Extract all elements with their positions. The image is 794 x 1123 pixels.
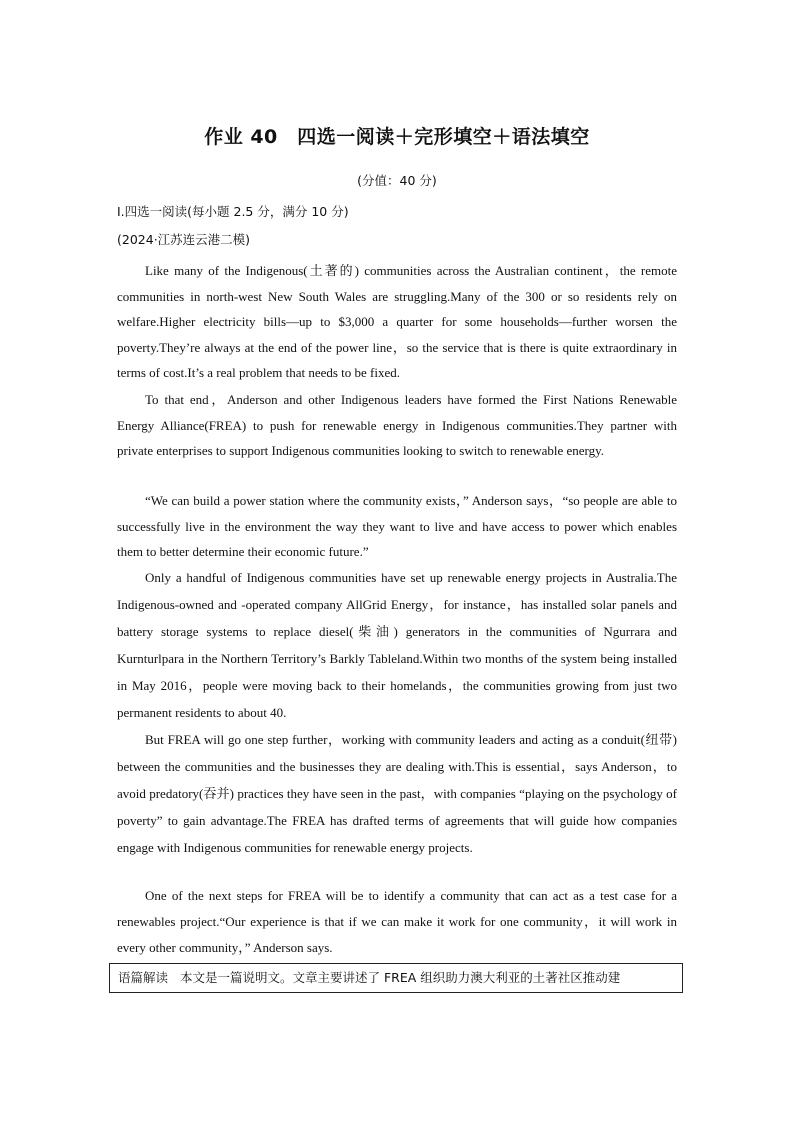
passage-paragraph-2: To that end，Anderson and other Indigenous leaders have formed the First Nations Renewable Energy Alliance(FREA) to push for renewable energy in Indigenous communities.They partner with private enterprises to support Indigenous communities looking to switch to renewable energy.: [117, 392, 677, 458]
passage-paragraph-3: “We can build a power station where the community exists，” Anderson says，“so people are able to successfully live in the environment the way they want to live and have access to power which enables them to better determine their economic future.”: [117, 493, 677, 559]
score-note: (分值：40 分): [357, 173, 437, 188]
section-heading: Ⅰ.四选一阅读(每小题 2.5 分，满分 10 分): [117, 204, 349, 219]
analysis-label: 语篇解读: [118, 970, 169, 985]
page-title: 作业 40 四选一阅读＋完形填空＋语法填空: [204, 126, 590, 148]
passage-paragraph-6: One of the next steps for FREA will be to identify a community that can act as a test case for a renewables project.“Our experience is that if we can make it work for one community，it will work in every other community，” Anderson says.: [117, 888, 677, 955]
analysis-box: [109, 963, 683, 993]
source-note: (2024·江苏连云港二模): [117, 232, 251, 247]
passage-paragraph-1: Like many of the Indigenous(土著的) communities across the Australian continent，the remote communities in north-west New South Wales are struggling.Many of the 300 or so residents rely on welfare.Higher electricity bills—up to $3,000 a quarter for some households—further worsen the poverty.They’re always at the end of the power line，so the service that is there is quite extraordinary in terms of cost.It’s a real problem that needs to be fixed.: [117, 263, 677, 380]
passage-paragraph-4: Only a handful of Indigenous communities have set up renewable energy projects in Australia.The Indigenous-owned and -operated company AllGrid Energy，for instance，has installed solar panels and battery storage systems to replace diesel(柴油) generators in the communities of Ngurrara and Kurnturlpara in the Northern Territory’s Barkly Tableland.Within two months of the system being installed in May 2016，people were moving back to their homelands，the communities growing from just two permanent residents to about 40.: [117, 570, 677, 720]
passage-paragraph-5: But FREA will go one step further，working with community leaders and acting as a conduit(纽带) between the communities and the businesses they are dealing with.This is essential，says Anderson，to avoid predatory(吞并) practices they have seen in the past，with companies “playing on the psychology of poverty” to gain advantage.The FREA has drafted terms of agreements that will guide how companies engage with Indigenous communities for renewable energy projects.: [117, 732, 677, 855]
analysis-text: 本文是一篇说明文。文章主要讲述了 FREA 组织助力澳大利亚的土著社区推动建: [180, 970, 621, 985]
